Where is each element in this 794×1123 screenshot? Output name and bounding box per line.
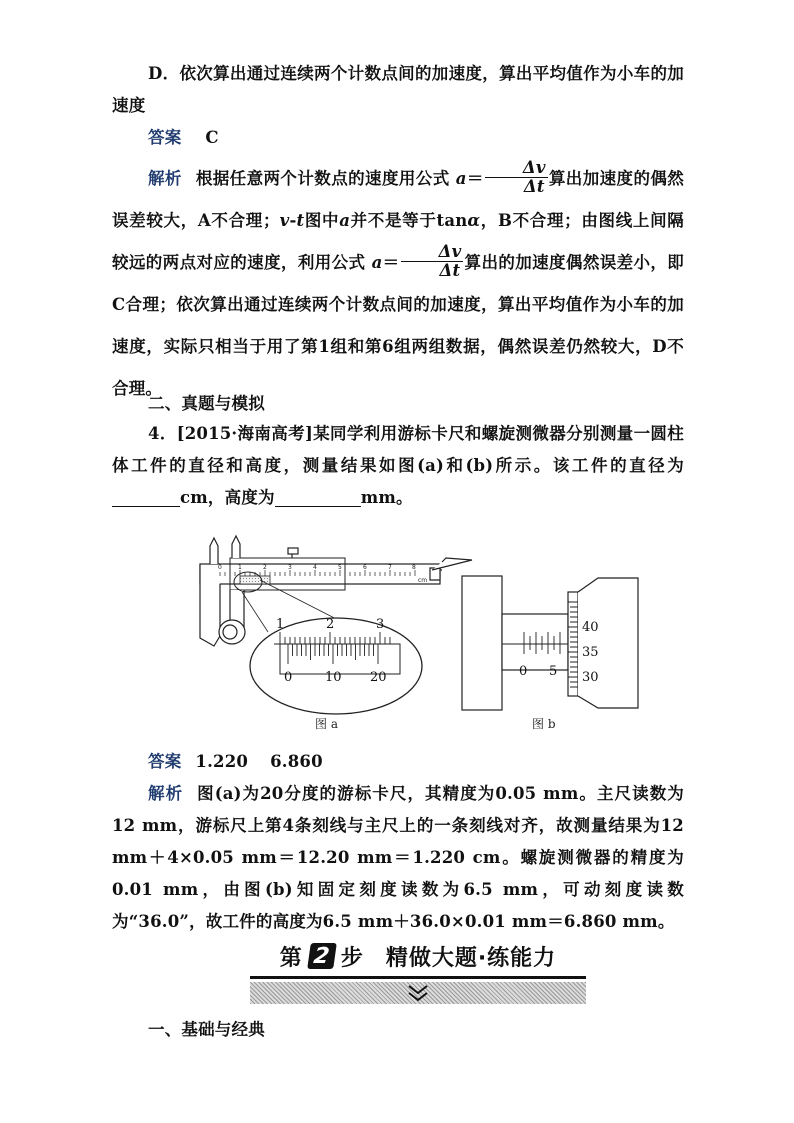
mini-label: 4 bbox=[313, 564, 317, 571]
vernier-caliper bbox=[200, 536, 472, 714]
mini-label: 0 bbox=[218, 564, 222, 571]
analysis-2-label: 解析 bbox=[148, 784, 184, 803]
step-banner-title bbox=[250, 938, 586, 974]
instrument-illustration bbox=[180, 518, 650, 740]
analysis-1-label: 解析 bbox=[148, 169, 182, 188]
mini-label: 5 bbox=[338, 564, 342, 571]
mini-label: 8 bbox=[412, 564, 416, 571]
alpha-symbol: α bbox=[467, 211, 481, 230]
answer-2-label: 答案 bbox=[148, 752, 182, 771]
analysis-2 bbox=[112, 778, 684, 938]
banner-title-text: 精做大题·练能力 bbox=[385, 945, 557, 971]
analysis-1-part4: 并不是等于tan bbox=[350, 211, 468, 230]
option-d-text: D．依次算出通过连续两个计数点间的加速度，算出平均值作为小车的加速度 bbox=[112, 64, 684, 115]
main-scale-label-2: 2 bbox=[326, 617, 335, 632]
answer-2 bbox=[112, 746, 684, 778]
figure-b-caption: 图 b bbox=[532, 717, 556, 731]
vt-v: v bbox=[279, 211, 290, 230]
mini-label: 1 bbox=[238, 564, 242, 571]
mini-label: 3 bbox=[288, 564, 292, 571]
caliper-unit-label: cm bbox=[418, 577, 428, 584]
step-number-badge: 2 bbox=[307, 943, 337, 969]
answer-blank-diameter[interactable] bbox=[112, 484, 180, 507]
mini-label: 7 bbox=[388, 564, 392, 571]
section-1-heading bbox=[148, 1014, 720, 1046]
answer-2-value2: 6.860 bbox=[270, 752, 323, 771]
main-scale-label-1: 1 bbox=[276, 617, 285, 632]
mini-label: 6 bbox=[363, 564, 367, 571]
formula-fraction bbox=[485, 159, 548, 196]
answer-blank-height[interactable] bbox=[275, 484, 361, 507]
question-4-text: 4．[2015·海南高考]某同学利用游标卡尺和螺旋测微器分别测量一圆柱体工件的直径和高度，测量结果如图(a)和(b)所示。该工件的直径为 bbox=[112, 424, 684, 475]
thimble-label-30: 30 bbox=[582, 670, 599, 685]
mini-label: 2 bbox=[263, 564, 267, 571]
vt-dash: - bbox=[289, 211, 297, 230]
figure-a-caption: 图 a bbox=[315, 717, 338, 731]
question-4-unit2: mm。 bbox=[360, 488, 413, 507]
vernier-label-0: 0 bbox=[284, 670, 293, 685]
formula-eq-2: ＝ bbox=[382, 253, 400, 272]
formula-a-3: a bbox=[371, 253, 383, 272]
option-d bbox=[112, 58, 684, 122]
answer-2-value1: 1.220 bbox=[195, 752, 249, 771]
question-4-unit1: cm，高度为 bbox=[180, 488, 275, 507]
banner-rule bbox=[250, 976, 586, 979]
double-chevron-down-icon bbox=[405, 982, 431, 1004]
answer-1 bbox=[112, 122, 684, 154]
formula-a-2: a bbox=[339, 211, 351, 230]
section-2-heading bbox=[112, 388, 684, 420]
analysis-1-part2: 算出加速度的偶然误差较大，A不合理； bbox=[112, 169, 684, 230]
vt-t: t bbox=[296, 211, 305, 230]
answer-1-value: C bbox=[205, 128, 219, 147]
analysis-1-part1: 根据任意两个计数点的速度用公式 bbox=[195, 169, 450, 188]
thimble-label-40: 40 bbox=[582, 620, 599, 635]
vernier-label-10: 10 bbox=[325, 670, 342, 685]
main-scale-label-3: 3 bbox=[376, 617, 385, 632]
analysis-1-part5: ，B不合理；由图线上间隔较远的两点对应的速度，利用公式 bbox=[112, 211, 684, 272]
section-1-title: 一、基础与经典 bbox=[148, 1020, 265, 1039]
step-banner bbox=[250, 938, 586, 1008]
formula-numerator-2: Δv bbox=[401, 243, 464, 262]
vernier-label-20: 20 bbox=[370, 670, 387, 685]
sleeve-label-5: 5 bbox=[549, 664, 558, 679]
analysis-1-part6: 算出的加速度偶然误差小，即C合理；依次算出通过连续两个计数点间的加速度，算出平均值作为小车的加速度，实际只相当于用了第1组和第6组两组数据，偶然误差仍然较大，D不合理。 bbox=[112, 253, 684, 398]
formula-numerator: Δv bbox=[485, 159, 548, 178]
section-2-title: 二、真题与模拟 bbox=[148, 394, 265, 413]
measurement-figure bbox=[180, 518, 650, 740]
thimble-label-35: 35 bbox=[582, 645, 599, 660]
analysis-1-part3: 图中 bbox=[304, 211, 340, 230]
formula-a: a bbox=[455, 169, 467, 188]
answer-1-label: 答案 bbox=[148, 128, 182, 147]
formula-fraction-2 bbox=[401, 243, 464, 280]
analysis-2-text: 图(a)为20分度的游标卡尺，其精度为0.05 mm。主尺读数为12 mm，游标尺上第4条刻线与主尺上的一条刻线对齐，故测量结果为12 mm＋4×0.05 mm＝12.20 mm＝1.220 cm。螺旋测微器的精度为0.01 mm，由图(b)知固定刻度读数为6.5 mm，可动刻度读数为“36.0”，故工件的高度为6.5 mm＋36.0×0.01 mm＝6.860 mm。 bbox=[112, 784, 684, 931]
sleeve-label-0: 0 bbox=[519, 664, 528, 679]
formula-denominator: Δt bbox=[523, 177, 545, 196]
formula-denominator-2: Δt bbox=[439, 261, 461, 280]
formula-eq: ＝ bbox=[466, 169, 484, 188]
banner-prefix: 第 bbox=[279, 945, 303, 971]
question-4 bbox=[112, 418, 684, 514]
banner-suffix: 步 bbox=[340, 945, 364, 971]
analysis-1 bbox=[112, 158, 684, 410]
micrometer bbox=[462, 576, 638, 710]
